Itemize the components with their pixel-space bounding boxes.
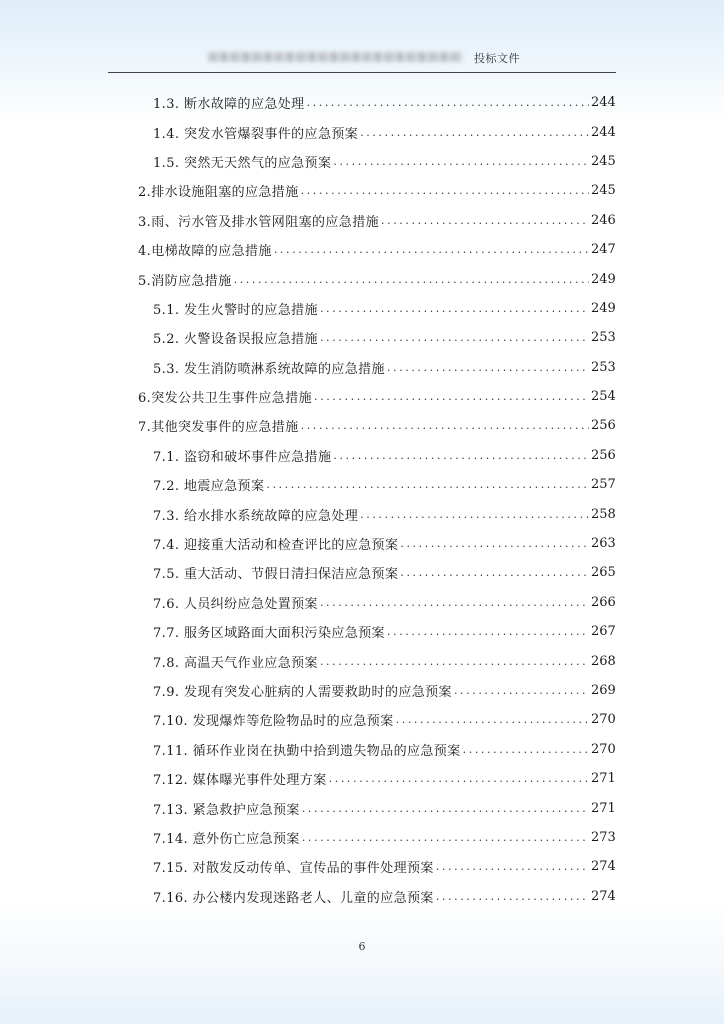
toc-entry[interactable] — [0, 676, 724, 705]
toc-entry[interactable] — [0, 411, 724, 440]
header-rule — [108, 72, 616, 73]
toc-entry-title: 7.13. 紧急救护应急预案 — [153, 802, 300, 818]
toc-entry-title: 7.其他突发事件的应急措施 — [138, 420, 299, 436]
toc-leader-dots — [360, 508, 589, 521]
toc-entry-page: 271 — [591, 800, 616, 816]
toc-entry-title: 7.1. 盗窃和破坏事件应急措施 — [153, 449, 332, 465]
toc-entry-title: 7.15. 对散发反动传单、宣传品的事件处理预案 — [153, 861, 434, 877]
toc-entry-title: 7.10. 发现爆炸等危险物品时的应急预案 — [153, 714, 394, 730]
toc-leader-dots — [387, 361, 589, 374]
toc-leader-dots — [301, 419, 589, 432]
toc-entry-title: 7.9. 发现有突发心脏病的人需要救助时的应急预案 — [153, 685, 452, 700]
toc-entry-page: 254 — [591, 389, 616, 405]
toc-entry-page: 257 — [591, 477, 616, 493]
toc-entry[interactable] — [0, 823, 724, 852]
toc-entry-title: 1.4. 突发水管爆裂事件的应急预案 — [153, 126, 359, 142]
toc-entry-page: 274 — [591, 859, 616, 875]
toc-entry-page: 268 — [591, 653, 616, 669]
page-number: 6 — [358, 940, 366, 953]
toc-entry-title: 7.16. 办公楼内发现迷路老人、儿童的应急预案 — [153, 890, 434, 906]
toc-entry-page: 274 — [591, 888, 616, 904]
toc-entry-page: 273 — [591, 829, 616, 845]
toc-entry-title: 7.4. 迎接重大活动和检查评比的应急预案 — [153, 538, 399, 554]
toc-leader-dots — [266, 478, 589, 491]
toc-entry[interactable] — [0, 470, 724, 499]
toc-entry-page: 244 — [591, 95, 616, 111]
redacted-company-name — [208, 52, 463, 62]
toc-entry-page: 256 — [591, 418, 616, 434]
toc-leader-dots — [463, 743, 589, 756]
toc-entry-title: 5.1. 发生火警时的应急措施 — [153, 302, 318, 318]
toc-entry[interactable] — [0, 206, 724, 235]
toc-entry-page: 270 — [591, 741, 616, 757]
toc-entry-title: 7.8. 高温天气作业应急预案 — [153, 655, 318, 671]
toc-entry-page: 253 — [591, 359, 616, 375]
toc-leader-dots — [400, 537, 589, 550]
toc-entry[interactable] — [0, 529, 724, 558]
toc-entry-page: 263 — [591, 536, 616, 552]
toc-entry-title: 7.3. 给水排水系统故障的应急处理 — [153, 508, 359, 524]
toc-entry-page: 246 — [591, 212, 616, 228]
toc-entry-page: 269 — [591, 683, 616, 698]
toc-leader-dots — [436, 890, 589, 903]
toc-entry-title: 5.2. 火警设备误报应急措施 — [153, 332, 318, 348]
toc-entry[interactable] — [0, 882, 724, 911]
header-label: 投标文件 — [474, 52, 520, 65]
toc-entry[interactable] — [0, 147, 724, 176]
toc-entry[interactable] — [0, 323, 724, 352]
toc-entry-title: 2.排水设施阻塞的应急措施 — [138, 185, 299, 201]
toc-entry[interactable] — [0, 382, 724, 411]
page-header — [108, 46, 616, 74]
toc-entry-page: 245 — [591, 153, 616, 169]
toc-entry[interactable] — [0, 558, 724, 587]
toc-entry[interactable] — [0, 705, 724, 734]
toc-leader-dots — [320, 655, 589, 668]
toc-entry-title: 7.2. 地震应急预案 — [153, 479, 265, 495]
toc-entry-page: 265 — [591, 565, 616, 581]
toc-entry[interactable] — [0, 588, 724, 617]
toc-entry-title: 7.11. 循环作业岗在执勤中拾到遗失物品的应急预案 — [153, 743, 461, 759]
toc-entry-page: 249 — [591, 271, 616, 287]
toc-entry-page: 266 — [591, 594, 616, 610]
toc-leader-dots — [302, 802, 589, 815]
toc-entry-page: 244 — [591, 124, 616, 140]
toc-entry[interactable] — [0, 735, 724, 764]
toc-entry-page: 267 — [591, 624, 616, 640]
toc-leader-dots — [301, 184, 589, 197]
toc-leader-dots — [320, 331, 589, 344]
toc-entry-title: 7.6. 人员纠纷应急处置预案 — [153, 596, 318, 612]
toc-entry[interactable] — [0, 176, 724, 205]
toc-entry[interactable] — [0, 88, 724, 117]
toc-entry-page: 253 — [591, 330, 616, 346]
toc-entry-title: 3.雨、污水管及排水管网阻塞的应急措施 — [138, 214, 380, 230]
toc-leader-dots — [320, 302, 589, 315]
toc-leader-dots — [400, 566, 589, 579]
toc-entry[interactable] — [0, 264, 724, 293]
toc-entry[interactable] — [0, 852, 724, 881]
toc-entry-title: 5.消防应急措施 — [138, 273, 232, 289]
toc-entry-title: 5.3. 发生消防喷淋系统故障的应急措施 — [153, 361, 385, 377]
toc-leader-dots — [333, 449, 589, 462]
toc-entry[interactable] — [0, 441, 724, 470]
toc-entry[interactable] — [0, 235, 724, 264]
toc-leader-dots — [360, 126, 589, 139]
toc-entry-title: 4.电梯故障的应急措施 — [138, 244, 272, 260]
toc-leader-dots — [396, 713, 589, 726]
toc-leader-dots — [454, 684, 589, 697]
toc-entry-title: 7.12. 媒体曝光事件处理方案 — [153, 773, 327, 789]
toc-entry[interactable] — [0, 117, 724, 146]
toc-leader-dots — [387, 625, 589, 638]
toc-entry-title: 1.5. 突然无天然气的应急预案 — [153, 155, 332, 171]
toc-entry-page: 271 — [591, 771, 616, 787]
toc-entry[interactable] — [0, 646, 724, 675]
toc-entry[interactable] — [0, 353, 724, 382]
toc-leader-dots — [381, 214, 589, 227]
toc-leader-dots — [274, 243, 589, 256]
toc-entry-title: 7.7. 服务区域路面大面积污染应急预案 — [153, 626, 385, 642]
toc-leader-dots — [302, 831, 589, 844]
toc-leader-dots — [307, 96, 589, 109]
toc-entry-page: 258 — [591, 506, 616, 522]
toc-entry[interactable] — [0, 617, 724, 646]
toc-entry[interactable] — [0, 499, 724, 528]
toc-entry-page: 270 — [591, 712, 616, 728]
toc-entry-page: 247 — [591, 242, 616, 258]
toc-leader-dots — [333, 155, 589, 168]
toc-entry-title: 7.5. 重大活动、节假日清扫保洁应急预案 — [153, 567, 399, 583]
toc-leader-dots — [314, 390, 589, 403]
toc-entry-title: 7.14. 意外伤亡应急预案 — [153, 831, 300, 847]
toc-entry-title: 1.3. 断水故障的应急处理 — [153, 97, 305, 113]
toc-leader-dots — [320, 596, 589, 609]
toc-entry-page: 249 — [591, 300, 616, 316]
toc-leader-dots — [234, 273, 589, 286]
toc-entry-title: 6.突发公共卫生事件应急措施 — [138, 391, 313, 407]
toc-entry[interactable] — [0, 793, 724, 822]
toc-leader-dots — [436, 860, 589, 873]
toc-leader-dots — [329, 772, 589, 785]
table-of-contents — [0, 88, 724, 911]
toc-entry[interactable] — [0, 294, 724, 323]
toc-entry-page: 245 — [591, 183, 616, 199]
toc-entry[interactable] — [0, 764, 724, 793]
toc-entry-page: 256 — [591, 447, 616, 463]
